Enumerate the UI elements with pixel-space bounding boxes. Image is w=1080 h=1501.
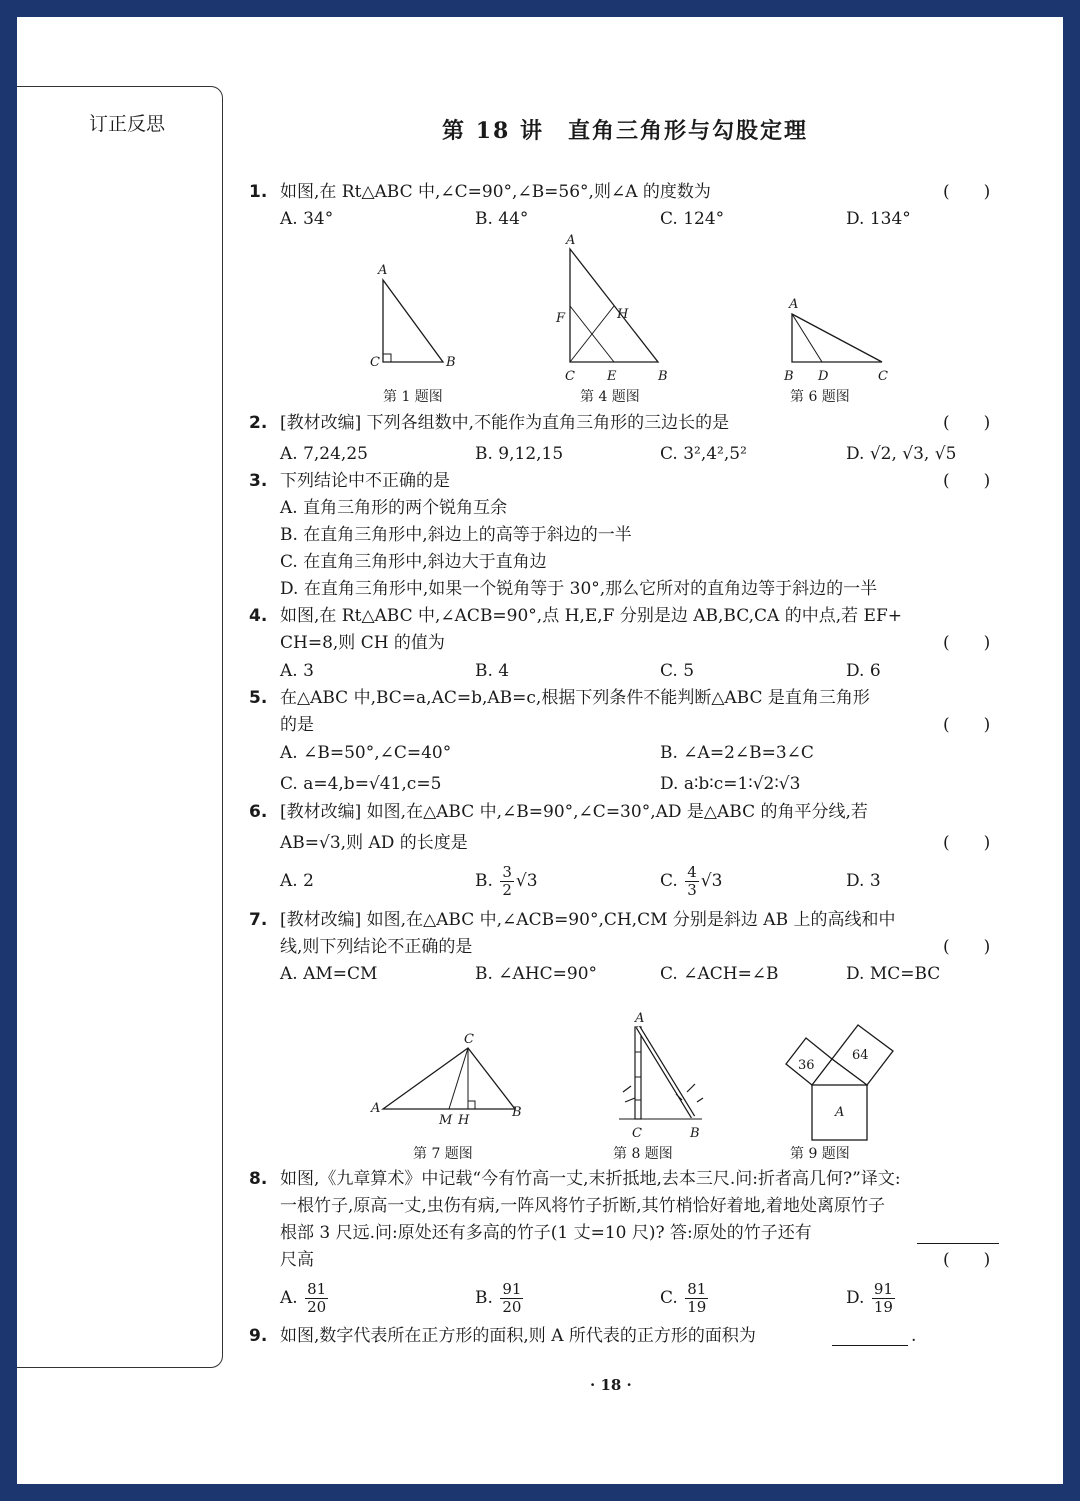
q5-number: 5. — [249, 688, 268, 708]
q6-c-denominator: 3 — [687, 881, 697, 899]
q5-option-d: D. a∶b∶c=1∶√2∶√3 — [660, 774, 801, 794]
q8-d-numerator: 91 — [873, 1280, 893, 1298]
q6-option-d: D. 3 — [846, 871, 881, 891]
q8-option-d-fraction — [872, 1281, 895, 1316]
q9-stem: 如图,数字代表所在正方形的面积,则 A 所代表的正方形的面积为 — [280, 1326, 756, 1346]
sidebar-title: 订正反思 — [89, 113, 166, 135]
q7-label-h: H — [458, 1113, 470, 1128]
q6-c-radical: √3 — [700, 871, 723, 891]
q4-label-e: E — [607, 369, 617, 384]
caption-q6-figure: 第 6 题图 — [790, 389, 850, 405]
q6-b-numerator: 3 — [502, 863, 512, 881]
figure-q8-bamboo — [619, 1011, 703, 1141]
q8-option-b-fraction — [500, 1281, 523, 1316]
square-64-label: 64 — [852, 1048, 869, 1063]
q8-option-d-label: D. — [846, 1288, 865, 1308]
q8-option-a-fraction — [305, 1281, 328, 1316]
q6-stem-line2: AB=√3,则 AD 的长度是 — [280, 833, 468, 853]
q7-stem-line2: 线,则下列结论不正确的是 — [280, 937, 473, 957]
q7-label-a: A — [371, 1101, 381, 1116]
q3-option-d: D. 在直角三角形中,如果一个锐角等于 30°,那么它所对的直角边等于斜边的一半 — [280, 579, 878, 599]
q2-stem: [教材改编] 下列各组数中,不能作为直角三角形的三边长的是 — [280, 413, 730, 433]
q8-stem-line2: 一根竹子,原高一丈,虫伤有病,一阵风将竹子折断,其竹梢恰好着地,着地处离原竹子 — [280, 1196, 886, 1216]
q6-answer-paren: ( ) — [943, 833, 991, 853]
q6-c-numerator: 4 — [687, 863, 697, 881]
q8-b-numerator: 91 — [502, 1280, 522, 1298]
sidebar-reflection-box — [17, 86, 223, 1368]
q8-label-a: A — [635, 1011, 645, 1026]
caption-q4-figure: 第 4 题图 — [580, 389, 640, 405]
q8-stem-line4: 尺高 — [280, 1250, 314, 1270]
q7-answer-paren: ( ) — [943, 937, 991, 957]
q8-c-denominator: 19 — [687, 1298, 707, 1316]
q7-option-a: A. AM=CM — [280, 964, 378, 984]
q4-option-b: B. 4 — [475, 661, 510, 681]
q7-option-b: B. ∠AHC=90° — [475, 964, 598, 984]
caption-q1-figure: 第 1 题图 — [383, 389, 443, 405]
q4-label-c: C — [565, 369, 575, 384]
q6-label-b: B — [784, 369, 794, 384]
q3-stem: 下列结论中不正确的是 — [280, 471, 450, 491]
q4-option-d: D. 6 — [846, 661, 881, 681]
q8-stem-line1: 如图,《九章算术》中记载“今有竹高一丈,末折抵地,去本三尺.问:折者高几何?”译文: — [280, 1169, 901, 1189]
q3-option-a: A. 直角三角形的两个锐角互余 — [280, 498, 508, 518]
q8-option-a-label: A. — [280, 1288, 298, 1308]
q3-option-c: C. 在直角三角形中,斜边大于直角边 — [280, 552, 547, 572]
q1-stem: 如图,在 Rt△ABC 中,∠C=90°,∠B=56°,则∠A 的度数为 — [280, 182, 711, 202]
q6-number: 6. — [249, 802, 268, 822]
caption-q8-figure: 第 8 题图 — [613, 1146, 673, 1162]
q7-option-c: C. ∠ACH=∠B — [660, 964, 779, 984]
q9-answer-blank[interactable] — [832, 1345, 908, 1346]
q6-option-b-label: B. — [475, 871, 493, 891]
q7-stem-line1: [教材改编] 如图,在△ABC 中,∠ACB=90°,CH,CM 分别是斜边 AB 上的高线和中 — [280, 910, 896, 930]
q4-answer-paren: ( ) — [943, 633, 991, 653]
q3-answer-paren: ( ) — [943, 471, 991, 491]
q7-label-c: C — [464, 1032, 474, 1047]
q8-option-c-fraction — [685, 1281, 708, 1316]
figure-q4-triangle — [555, 233, 668, 384]
page — [17, 17, 1063, 1484]
page-number: · 18 · — [590, 1376, 632, 1394]
q8-option-c-label: C. — [660, 1288, 678, 1308]
q6-option-c-label: C. — [660, 871, 678, 891]
q6-option-c-fraction — [685, 864, 699, 899]
q1-label-c: C — [370, 355, 380, 370]
q6-option-b-fraction — [500, 864, 514, 899]
q8-label-b: B — [690, 1126, 700, 1141]
q6-label-c: C — [878, 369, 888, 384]
q2-option-c: C. 3²,4²,5² — [660, 444, 747, 464]
q4-stem-line2: CH=8,则 CH 的值为 — [280, 633, 445, 653]
caption-q7-figure: 第 7 题图 — [413, 1146, 473, 1162]
square-36-label: 36 — [798, 1058, 815, 1073]
figure-q9-squares — [786, 1025, 893, 1140]
figure-q6-triangle — [783, 297, 888, 384]
q6-b-radical: √3 — [515, 871, 538, 891]
q5-stem-line2: 的是 — [280, 715, 314, 735]
q1-option-c: C. 124° — [660, 209, 725, 229]
q6-option-a: A. 2 — [280, 871, 314, 891]
q6-label-d: D — [818, 369, 829, 384]
q8-d-denominator: 19 — [873, 1298, 893, 1316]
q8-c-numerator: 81 — [687, 1280, 707, 1298]
q4-number: 4. — [249, 606, 268, 626]
q2-option-d: D. √2, √3, √5 — [846, 444, 957, 464]
figure-q1-triangle — [370, 263, 456, 370]
q2-option-a: A. 7,24,25 — [280, 444, 368, 464]
q3-option-b: B. 在直角三角形中,斜边上的高等于斜边的一半 — [280, 525, 632, 545]
q8-option-c — [660, 1275, 710, 1321]
q8-answer-paren: ( ) — [943, 1250, 991, 1270]
q1-number: 1. — [249, 182, 268, 202]
lecture-title: 第 18 讲 直角三角形与勾股定理 — [442, 118, 808, 144]
q5-option-b: B. ∠A=2∠B=3∠C — [660, 743, 814, 763]
q6-option-c — [660, 855, 722, 907]
q1-option-b: B. 44° — [475, 209, 529, 229]
q8-a-numerator: 81 — [307, 1280, 327, 1298]
q8-answer-blank[interactable] — [917, 1243, 999, 1244]
q2-number: 2. — [249, 413, 268, 433]
caption-q9-figure: 第 9 题图 — [790, 1146, 850, 1162]
q4-label-a: A — [566, 233, 576, 248]
q4-label-f: F — [556, 311, 566, 326]
q1-label-b: B — [446, 355, 456, 370]
q7-option-d: D. MC=BC — [846, 964, 941, 984]
q5-stem-line1: 在△ABC 中,BC=a,AC=b,AB=c,根据下列条件不能判断△ABC 是直角三角形 — [280, 688, 870, 708]
q8-option-b-label: B. — [475, 1288, 493, 1308]
q9-number: 9. — [249, 1326, 268, 1346]
q7-number: 7. — [249, 910, 268, 930]
q8-number: 8. — [249, 1169, 268, 1189]
figure-row-1 — [357, 232, 888, 392]
q4-option-c: C. 5 — [660, 661, 695, 681]
figure-q7-triangle — [370, 1032, 522, 1128]
q3-number: 3. — [249, 471, 268, 491]
q8-label-c: C — [632, 1126, 642, 1141]
q4-stem-line1: 如图,在 Rt△ABC 中,∠ACB=90°,点 H,E,F 分别是边 AB,BC,CA 的中点,若 EF+ — [280, 606, 902, 626]
q1-label-a: A — [378, 263, 388, 278]
square-a-label: A — [835, 1105, 845, 1120]
q9-end-period: . — [911, 1326, 917, 1346]
q4-label-h: H — [617, 307, 629, 322]
q6-option-b — [475, 855, 538, 907]
q4-option-a: A. 3 — [280, 661, 314, 681]
q5-option-c: C. a=4,b=√41,c=5 — [280, 774, 442, 794]
q1-answer-paren: ( ) — [943, 182, 991, 202]
q8-b-denominator: 20 — [502, 1298, 522, 1316]
q8-option-b — [475, 1275, 525, 1321]
q5-option-a: A. ∠B=50°,∠C=40° — [280, 743, 452, 763]
q6-stem-line1: [教材改编] 如图,在△ABC 中,∠B=90°,∠C=30°,AD 是△ABC 的角平分线,若 — [280, 802, 868, 822]
q8-a-denominator: 20 — [307, 1298, 327, 1316]
figure-row-2 — [357, 992, 897, 1142]
q5-answer-paren: ( ) — [943, 715, 991, 735]
q6-b-denominator: 2 — [502, 881, 512, 899]
q8-stem-line3: 根部 3 尺远.问:原处还有多高的竹子(1 丈=10 尺)? 答:原处的竹子还有 — [280, 1223, 812, 1243]
q8-option-d — [846, 1275, 897, 1321]
q6-label-a: A — [789, 297, 799, 312]
q7-label-m: M — [439, 1113, 453, 1128]
q7-label-b: B — [512, 1105, 522, 1120]
q1-option-a: A. 34° — [280, 209, 334, 229]
q2-answer-paren: ( ) — [943, 413, 991, 433]
q8-option-a — [280, 1275, 330, 1321]
q1-option-d: D. 134° — [846, 209, 911, 229]
q2-option-b: B. 9,12,15 — [475, 444, 564, 464]
q4-label-b: B — [658, 369, 668, 384]
